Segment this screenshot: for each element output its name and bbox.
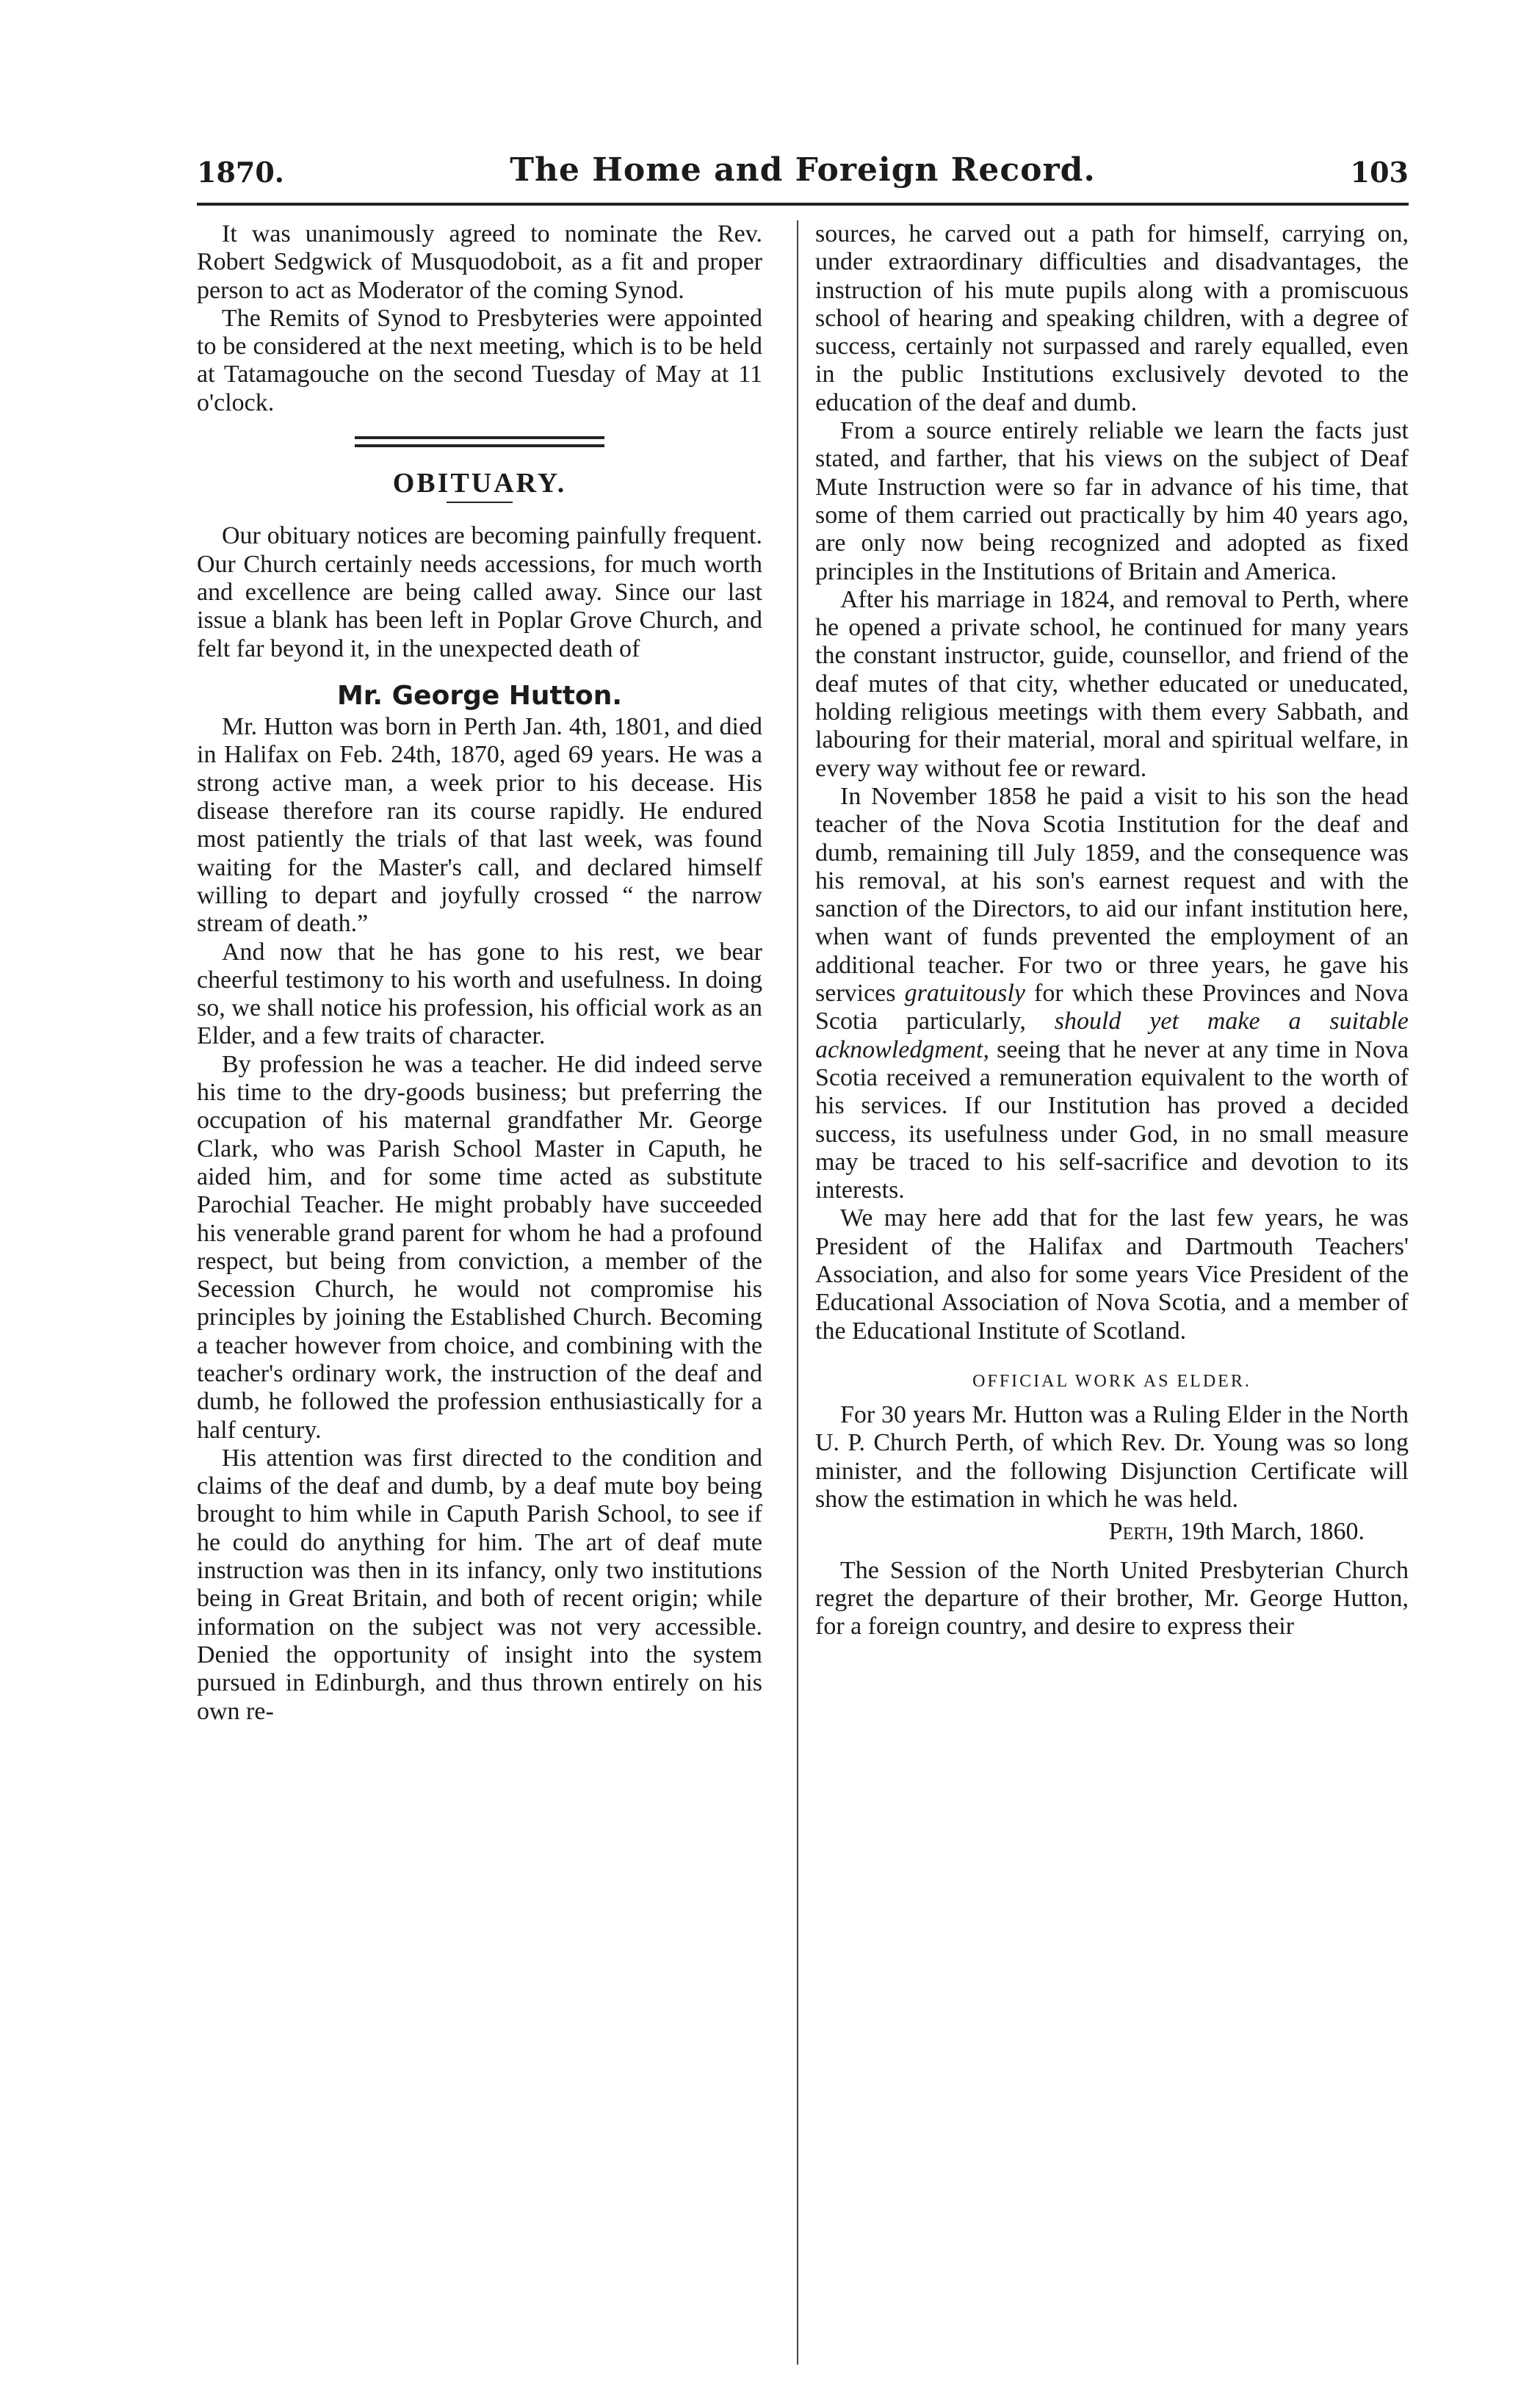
elder-paragraph: For 30 years Mr. Hutton was a Ruling Elder in the North U. P. Church Perth, of which Rev. Dr. Young was so long minister, and the following Disjunction Certificate will show the estimation in which he was held. (815, 1401, 1409, 1514)
marriage-paragraph: After his marriage in 1824, and removal to Perth, where he opened a private school, he continued for many years the constant instructor, guide, counsellor, and friend of the deaf mutes of that city, whether educated or uneducated, holding religious meetings with them every Sabbath, and labouring for their material, moral and spiritual welfare, in every way without fee or reward. (815, 585, 1409, 782)
nova-scotia-text-2: for which these Provinces and Nova Scotia particularly, (815, 980, 1409, 1035)
testimony-paragraph: And now that he has gone to his rest, we bear cheerful testimony to his worth and usefulness. In doing so, we shall notice his profession, his official work as an Elder, and a few traits of character. (197, 938, 762, 1050)
nova-scotia-paragraph (815, 783, 1409, 1204)
right-column (815, 220, 1409, 1641)
nova-scotia-text-3: seeing that he never at any time in Nova Scotia received a remuneration equivalent to the worth of his services. If our Institution has proved a decided success, its usefulness under God, in no small measure may be traced to his self-sacrifice and devotion to its interests. (815, 1035, 1409, 1204)
header-rule (197, 203, 1409, 206)
person-name-heading: Mr. George Hutton. (336, 680, 623, 711)
left-column (197, 220, 762, 1726)
nova-scotia-text-1: In November 1858 he paid a visit to his son the head teacher of the Nova Scotia Institution for the deaf and dumb, remaining till July 1859, and the consequence was his removal, at his son's earnest request and with the sanction of the Directors, to aid our infant institution here, when want of funds prevented the employment of an additional teacher. For two or three years, he gave his services (815, 782, 1409, 1008)
profession-paragraph: By profession he was a teacher. He did indeed serve his time to the dry-goods business; but preferring the occupation of his maternal grandfather Mr. George Clark, who was Parish School Master in Caputh, he aided him, and for some time acted as substitute Parochial Teacher. He might probably have succeeded his venerable grand parent for whom he had a profound respect, but being from conviction, a member of the Secession Church, he would not compromise his principles by joining the Established Church. Becoming a teacher however from choice, and combining with the teacher's ordinary work, the instruction of the deaf and dumb, he followed the profession enthusiastically for a half century. (197, 1050, 762, 1444)
session-paragraph: The Session of the North United Presbyterian Church regret the departure of their brother, Mr. George Hutton, for a foreign country, and desire to express their (815, 1556, 1409, 1641)
sources-paragraph: sources, he carved out a path for himself, carrying on, under extraordinary difficulties and disadvantages, the instruction of his mute pupils along with a promiscuous school of hearing and speaking children, with a degree of success, certainly not surpassed and rarely equalled, even in the public Institutions exclusively devoted to the education of the deaf and dumb. (815, 220, 1409, 416)
page-number: 103 (1350, 156, 1409, 189)
dateline-date: 19th March, 1860. (1174, 1518, 1365, 1546)
associations-paragraph: We may here add that for the last few years, he was President of the Halifax and Dartmouth Teachers' Association, and also for some years Vice President of the Educational Association of Nova Scotia, and a member of the Educational Institute of Scotland. (815, 1204, 1409, 1345)
elder-subheading: OFFICIAL WORK AS ELDER. (972, 1371, 1251, 1391)
acknowledgment-italic: should yet make a suitable acknowledgment, (815, 1008, 1409, 1063)
journal-title: The Home and Foreign Record. (510, 151, 1096, 189)
page-header (197, 151, 1409, 200)
short-divider (447, 502, 513, 503)
synod-paragraph: It was unanimously agreed to nominate the Rev. Robert Sedgwick of Musquodoboit, as a fit and proper person to act as Moderator of the coming Synod. (197, 220, 762, 304)
reliable-source-paragraph: From a source entirely reliable we learn the facts just stated, and farther, that his views on the subject of Deaf Mute Instruction were so far in advance of his time, that some of them carried out practically by him 40 years ago, are only now being recognized and adopted as fixed principles in the Institutions of Britain and America. (815, 417, 1409, 585)
gratuitously-italic: gratuitously (904, 980, 1025, 1008)
section-divider (355, 436, 604, 447)
header-year: 1870. (197, 156, 284, 189)
certificate-dateline (815, 1518, 1409, 1546)
dateline-place: Perth, (1108, 1518, 1174, 1546)
biography-paragraph: Mr. Hutton was born in Perth Jan. 4th, 1801, and died in Halifax on Feb. 24th, 1870, aged 69 years. He was a strong active man, a week prior to his decease. His disease therefore ran its course rapidly. He endured most patiently the trials of that last week, was found waiting for the Master's call, and declared himself willing to depart and joyfully crossed “ the narrow stream of death.” (197, 713, 762, 938)
column-divider (797, 220, 798, 2365)
remits-paragraph: The Remits of Synod to Presbyteries were appointed to be considered at the next meeting, which is to be held at Tatamagouche on the second Tuesday of May at 11 o'clock. (197, 304, 762, 416)
obituary-intro-paragraph: Our obituary notices are becoming painfully frequent. Our Church certainly needs accessions, for much worth and excellence are being called away. Since our last issue a blank has been left in Poplar Grove Church, and felt far beyond it, in the unexpected death of (197, 522, 762, 662)
obituary-heading: OBITUARY. (392, 468, 567, 499)
deaf-instruction-paragraph: His attention was first directed to the condition and claims of the deaf and dumb, by a deaf mute boy being brought to him while in Caputh Parish School, to see if he could do anything for him. The art of deaf mute instruction was then in its infancy, only two institutions being in Great Britain, and both of recent origin; while information on the subject was not very accessible. Denied the opportunity of insight into the system pursued in Edinburgh, and thus thrown entirely on his own re- (197, 1444, 762, 1725)
